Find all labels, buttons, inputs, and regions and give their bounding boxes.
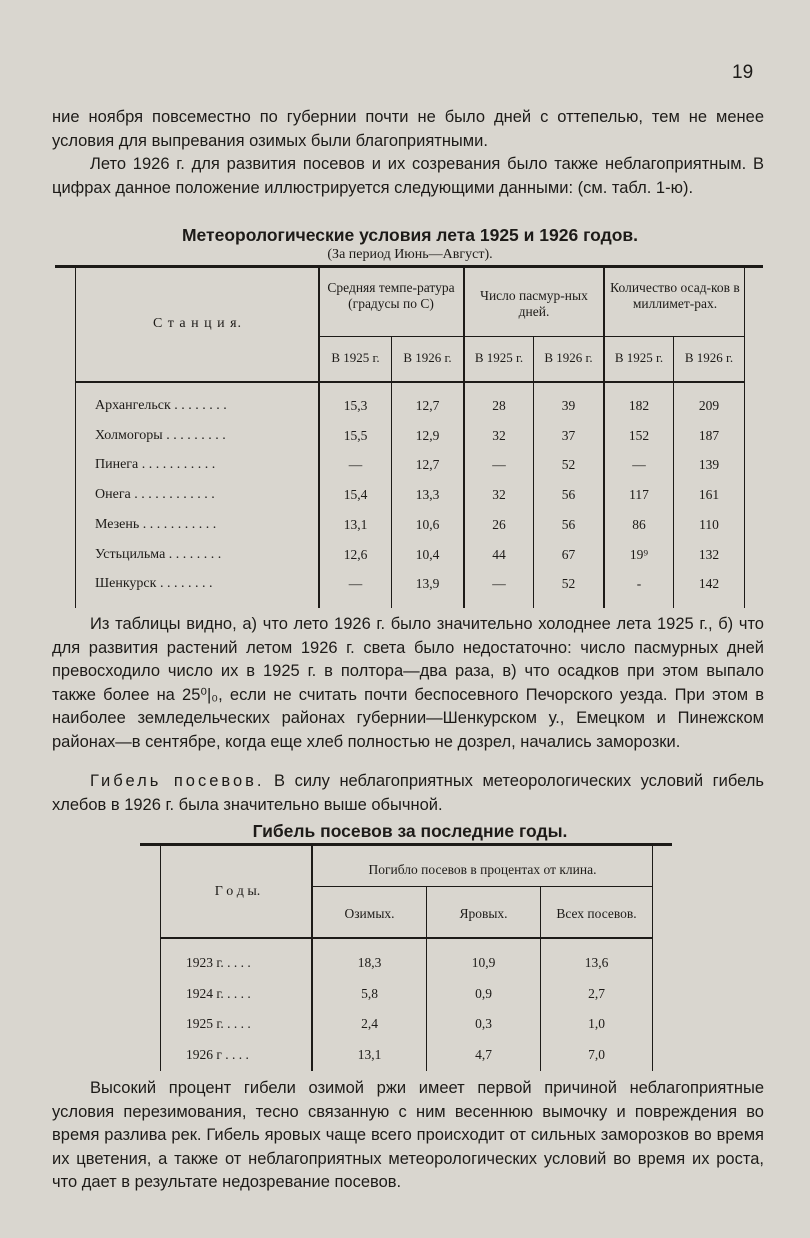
table2-right-border <box>652 846 653 1071</box>
page-number: 19 <box>732 62 754 83</box>
table1-group-rule <box>318 336 745 337</box>
table2-cell: 2,4 <box>361 1016 378 1031</box>
table1-subheader: В 1926 г. <box>544 350 593 365</box>
table1-cell: 56 <box>561 487 576 503</box>
table1-cell: 13,9 <box>415 576 440 592</box>
table2-subheader: Озимых. <box>344 906 395 921</box>
table1-top-rule <box>55 265 763 268</box>
table1-cell: 32 <box>492 427 506 443</box>
table1-title: Метеорологические условия лета 1925 и 1926 годов. <box>181 225 639 245</box>
table2-top-rule <box>140 843 672 846</box>
table1-cell: 110 <box>699 516 719 532</box>
table2-header-years: Г о д ы. <box>214 884 261 899</box>
table2-cell: 0,9 <box>475 985 492 1001</box>
table2-subheader: Всех посевов. <box>556 906 637 921</box>
table2-year: 1924 г. . . . . <box>186 985 251 1001</box>
table1-cell: 44 <box>492 546 506 562</box>
table1-subheader: В 1925 г. <box>614 350 664 365</box>
table1-subheader: В 1926 г. <box>684 350 734 365</box>
table2-cell: 0,3 <box>475 1016 492 1031</box>
paragraph-3: Из таблицы видно, а) что лето 1926 г. было значительно холоднее лета 1925 г., б) что для развития растений летом 1926 г. света было недостаточно: число пасмурных дней превосходило число их в 1925 г. в полтора—два раза, в) что осадков при этом выпало также более на 25⁰|₀, если не считать почти беспосевного Печорского уезда. При этом в наиболее земледельческих районах губернии—Шенкурском у., Емецком и Пинежском районах—в сентябре, когда еще хлеб полностью не дозрел, начались заморозки. <box>52 615 764 751</box>
paragraph-2: Лето 1926 г. для развития посевов и их созревания было также неблагоприятным. В цифрах данное положение иллюстрируется следующими данными: (см. табл. 1-ю). <box>52 155 764 197</box>
table1-cell: 152 <box>628 427 650 443</box>
table1-subheader: В 1925 г. <box>331 350 380 365</box>
table2-cell: 13,6 <box>584 955 609 970</box>
paragraph-4 <box>52 770 764 817</box>
table1-right-border <box>744 268 745 608</box>
table1-cell: 10,6 <box>415 516 440 532</box>
table2-header-group: Погибло посевов в процентах от клина. <box>368 862 597 877</box>
paragraph-4-text: В силу неблагоприятных метеорологических условий гибель хлебов в 1926 г. была значительно выше обычной. <box>52 772 764 814</box>
table1-station-name: Пинега . . . . . . . . . . . <box>95 457 216 473</box>
table1-cell: 15,3 <box>343 398 368 413</box>
table1-station-name: Холмогоры . . . . . . . . . <box>95 427 226 443</box>
paragraph-5: Высокий процент гибели озимой ржи имеет первой причиной неблагоприятные условия перезимования, тесно связанную с ним весеннюю вымочку и повреждения во время разлива рек. Гибель яровых чаще всего происходит от сильных заморозков во время их цветения, а также от неблагоприятных метеорологических условий во время их роста, что дает в результате недозревание посевов. <box>52 1079 764 1191</box>
table1-header-cloudy-days: Число пасмур-ных дней. <box>480 288 588 319</box>
table1-cell: 28 <box>492 398 506 413</box>
table1-cell: 12,9 <box>415 427 440 443</box>
table2-cell: 10,9 <box>471 955 496 970</box>
table2-cell: 5,8 <box>361 985 378 1001</box>
table1-cell: 37 <box>561 427 576 443</box>
table1-cell: 67 <box>561 546 576 562</box>
table1-cell: 12,7 <box>415 457 440 473</box>
table1-cell: 13,3 <box>415 487 440 503</box>
table1-cell: 139 <box>698 457 720 473</box>
table2-cell: 2,7 <box>588 985 605 1001</box>
table1-cell: 15,4 <box>343 487 368 503</box>
table1-station-name: Архангельск . . . . . . . . <box>95 398 227 413</box>
table1-cell: 161 <box>698 487 720 503</box>
table1-subtitle: (За период Июнь—Август). <box>327 247 493 262</box>
table1-cell: 39 <box>561 398 576 413</box>
table1-cell: — <box>348 457 363 473</box>
table1-cell: 52 <box>561 576 576 592</box>
table2-group-rule <box>312 886 652 887</box>
table1-cell: 187 <box>698 427 720 443</box>
table1-cell: — <box>348 576 363 592</box>
table1-cell: - <box>636 576 642 592</box>
table1-cell: 26 <box>492 516 506 532</box>
table1-cell: 209 <box>698 398 720 413</box>
table2-cell: 18,3 <box>357 955 382 970</box>
table2-cell: 1,0 <box>588 1016 605 1031</box>
table2-title: Гибель посевов за последние годы. <box>252 821 568 841</box>
table1-cell: 13,1 <box>343 516 368 532</box>
table1-cell: 56 <box>561 516 576 532</box>
table1-cell: 182 <box>628 398 650 413</box>
table2-subheader: Яровых. <box>459 906 508 921</box>
table1-cell: — <box>492 457 506 473</box>
table1-subheader: В 1925 г. <box>474 350 524 365</box>
table1-cell: — <box>632 457 646 473</box>
table1-header-precipitation: Количество осад-ков в миллимет-рах. <box>610 280 740 311</box>
table1-cell: 86 <box>632 516 646 532</box>
table2-header-rule <box>160 937 652 939</box>
table1-station-name: Онега . . . . . . . . . . . . <box>95 487 215 503</box>
section-heading-crop-loss: Гибель посевов. <box>90 772 265 790</box>
table1-station-name: Шенкурск . . . . . . . . <box>95 576 213 592</box>
table2-year: 1925 г. . . . . <box>186 1016 251 1031</box>
table1-cell: 10,4 <box>415 546 440 562</box>
table1-cell: 12,6 <box>343 546 368 562</box>
table1-header-temperature: Средняя темпе-ратура (градусы по С) <box>327 280 455 311</box>
table1-cell: 132 <box>698 546 720 562</box>
table1-cell: 15,5 <box>343 427 368 443</box>
table1-subheader: В 1926 г. <box>403 350 452 365</box>
table2-year: 1923 г. . . . . <box>186 955 251 970</box>
table2-cell: 7,0 <box>588 1046 605 1062</box>
table1-station-name: Мезень . . . . . . . . . . . <box>95 516 217 532</box>
table1-cell: 19⁹ <box>629 546 649 562</box>
table1-cell: — <box>492 576 506 592</box>
table1-station-name: Устьцильма . . . . . . . . <box>95 546 222 562</box>
table1-header-rule <box>75 381 745 383</box>
table2-left-border <box>160 846 161 1071</box>
table2-year: 1926 г . . . . <box>186 1046 249 1062</box>
table1-left-border <box>75 268 76 608</box>
table1-cell: 52 <box>561 457 576 473</box>
table2-cell: 13,1 <box>357 1046 382 1062</box>
table2-cell: 4,7 <box>475 1046 492 1062</box>
table1-header-station: С т а н ц и я. <box>152 316 243 331</box>
table1-cell: 117 <box>629 487 649 503</box>
table1-cell: 32 <box>492 487 506 503</box>
table1-cell: 142 <box>698 576 720 592</box>
table1-cell: 12,7 <box>415 398 440 413</box>
paragraph-1: ние ноября повсеместно по губернии почти не было дней с оттепелью, тем не менее условия для выпревания озимых были благоприятными. <box>52 108 764 150</box>
